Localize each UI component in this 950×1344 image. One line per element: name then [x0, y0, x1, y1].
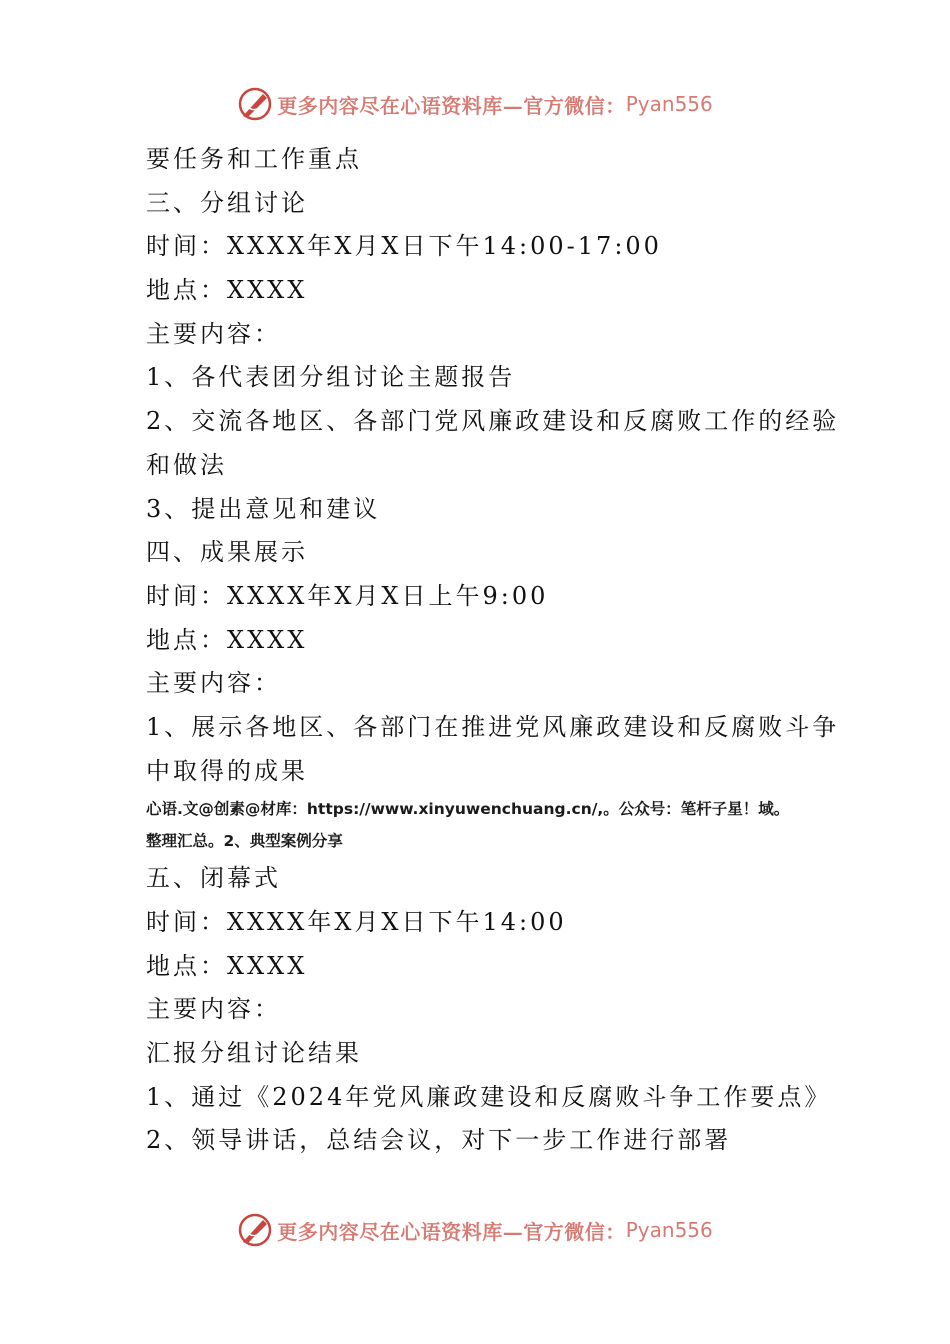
- watermark-line: 整理汇总。2、典型案例分享: [146, 832, 343, 851]
- text-line: 汇报分组讨论结果: [146, 1039, 362, 1068]
- list-item: 1、展示各地区、各部门在推进党风廉政建设和反腐败斗争: [146, 712, 840, 741]
- header-banner-id: Pyan556: [625, 92, 713, 116]
- pen-logo-icon: [237, 1212, 273, 1248]
- list-item: 2、领导讲话，总结会议，对下一步工作进行部署: [146, 1126, 732, 1155]
- pen-logo-icon: [237, 86, 273, 122]
- list-item: 2、交流各地区、各部门党风廉政建设和反腐败工作的经验: [146, 407, 840, 436]
- text-line: 主要内容：: [146, 319, 281, 348]
- list-item: 3、提出意见和建议: [146, 494, 381, 523]
- footer-banner: [0, 1210, 950, 1250]
- text-line: 地点：XXXX: [146, 951, 308, 980]
- text-line: 地点：XXXX: [146, 625, 308, 654]
- list-item: 1、各代表团分组讨论主题报告: [146, 363, 516, 392]
- text-line: 中取得的成果: [146, 756, 308, 785]
- footer-banner-text: 更多内容尽在心语资料库—官方微信：: [277, 1219, 626, 1244]
- list-item: 1、通过《2024年党风廉政建设和反腐败斗争工作要点》: [146, 1082, 832, 1111]
- text-line: 主要内容：: [146, 995, 281, 1024]
- section-heading: 四、成果展示: [146, 538, 308, 567]
- text-line: 和做法: [146, 450, 227, 479]
- text-line: 要任务和工作重点: [146, 145, 362, 173]
- document-body: [146, 138, 840, 1163]
- header-banner: [0, 84, 950, 124]
- header-banner-text: 更多内容尽在心语资料库—官方微信：: [277, 93, 626, 118]
- text-line: 时间：XXXX年X月X日下午14:00: [146, 908, 567, 936]
- text-line: 时间：XXXX年X月X日下午14:00-17:00: [146, 232, 662, 261]
- section-heading: 三、分组讨论: [146, 188, 308, 217]
- text-line: 主要内容：: [146, 669, 281, 698]
- text-line: 地点：XXXX: [146, 276, 308, 305]
- watermark-line: 心语.文@创素@材库：https://www.xinyuwenchuang.cn/,。公众号：笔杆子星！域。: [146, 800, 790, 819]
- text-line: 时间：XXXX年X月X日上午9:00: [146, 581, 549, 610]
- section-heading: 五、闭幕式: [146, 864, 281, 893]
- footer-banner-id: Pyan556: [625, 1218, 713, 1242]
